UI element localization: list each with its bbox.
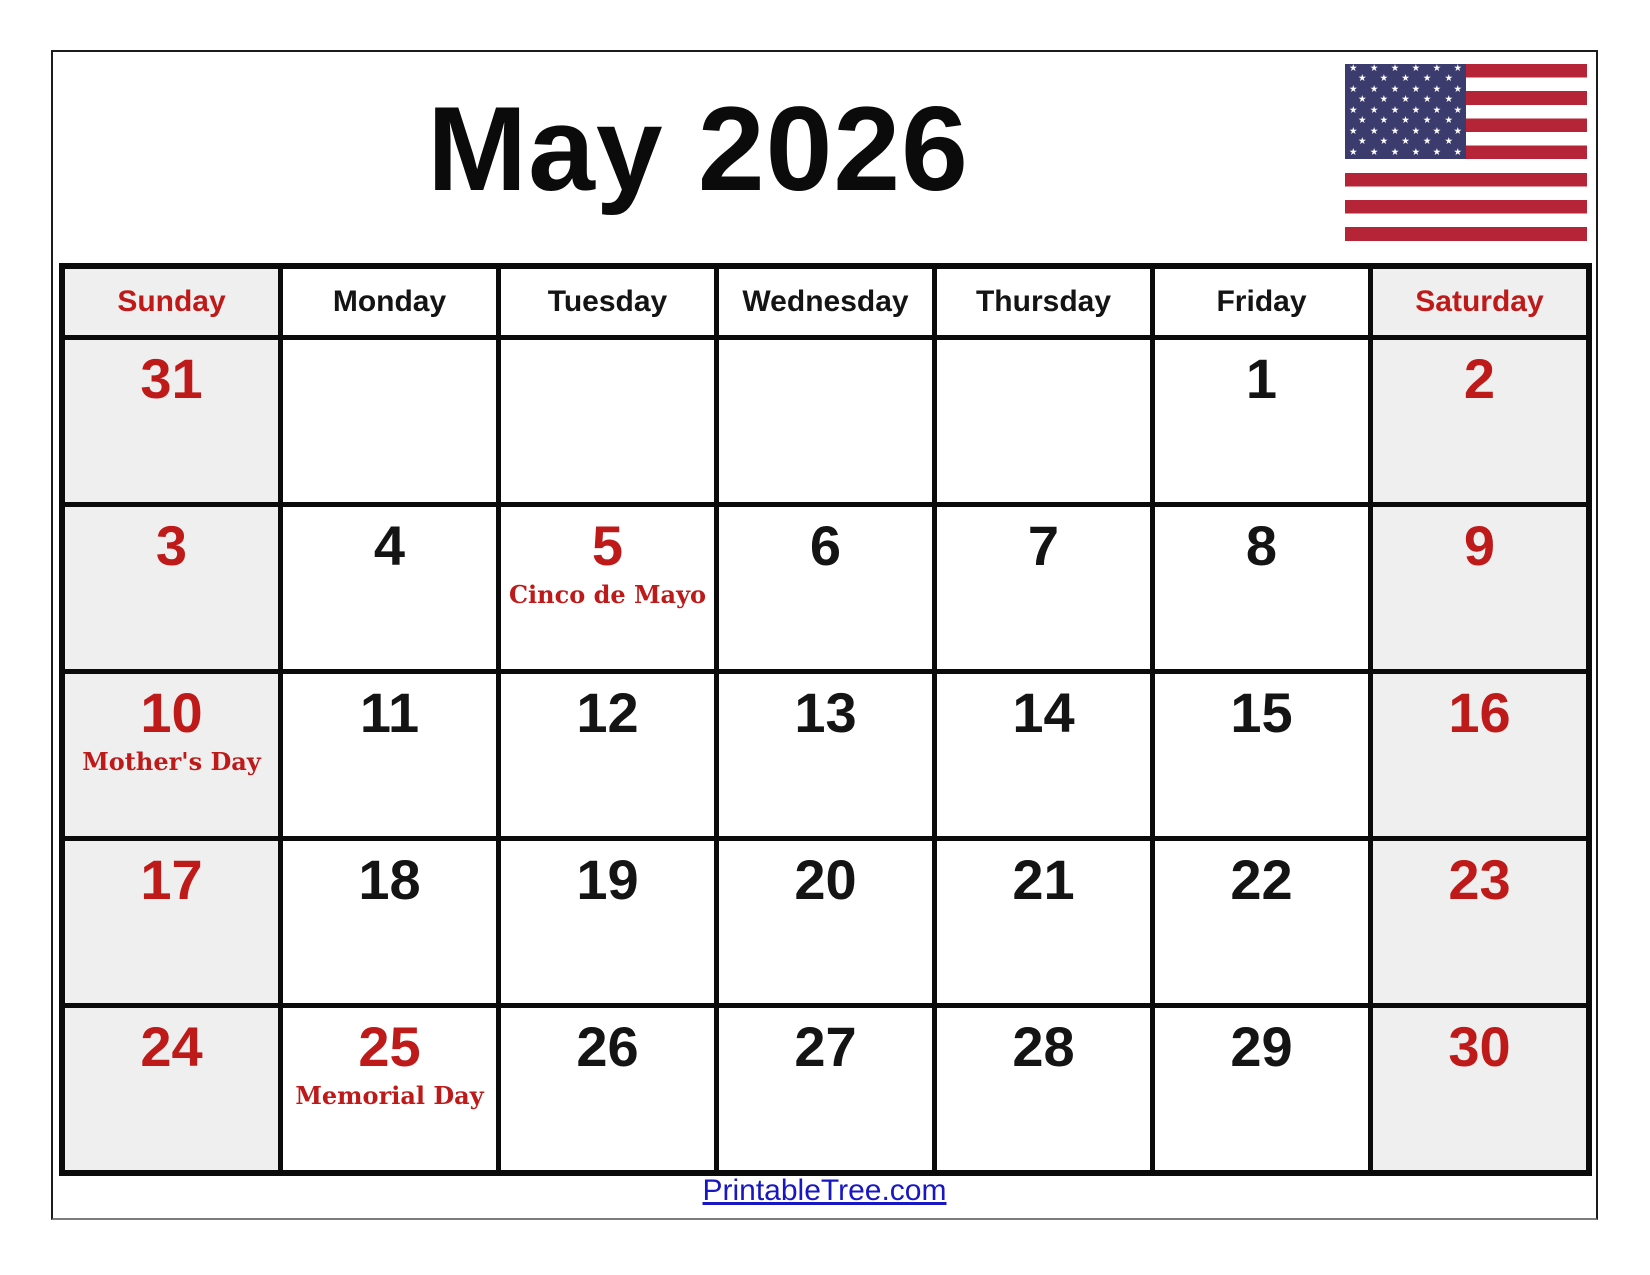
day-cell-empty [283, 340, 496, 502]
date-number: 21 [1012, 848, 1075, 911]
flag-star-row: ★ ★ ★ ★ ★ ★ [1349, 104, 1462, 116]
date-number: 28 [1012, 1015, 1075, 1078]
flag-star-row: ★ ★ ★ ★ ★ [1358, 73, 1453, 85]
weekday-header-wednesday: Wednesday [719, 269, 932, 335]
date-number: 11 [359, 681, 420, 744]
printabletree-link[interactable]: PrintableTree.com [702, 1174, 947, 1207]
date-number: 29 [1230, 1015, 1293, 1078]
day-cell-26 [501, 1008, 714, 1170]
date-number: 16 [1448, 681, 1511, 744]
day-cell-20 [719, 841, 932, 1003]
weekday-header-friday: Friday [1155, 269, 1368, 335]
date-number: 24 [140, 1015, 203, 1078]
date-number: 17 [140, 848, 203, 911]
day-cell-11 [283, 674, 496, 836]
day-cell-empty [501, 340, 714, 502]
holiday-label: Mother's Day [82, 746, 261, 776]
day-cell-6 [719, 507, 932, 669]
date-number: 23 [1448, 848, 1511, 911]
calendar-grid [59, 263, 1592, 1176]
day-cell-8 [1155, 507, 1368, 669]
flag-star-row: ★ ★ ★ ★ ★ [1358, 115, 1453, 127]
weekday-header-thursday: Thursday [937, 269, 1150, 335]
date-number: 22 [1230, 848, 1293, 911]
date-number: 30 [1448, 1015, 1511, 1078]
date-number: 2 [1463, 347, 1496, 410]
weekday-header-tuesday: Tuesday [501, 269, 714, 335]
day-cell-10 [65, 674, 278, 836]
day-cell-9 [1373, 507, 1586, 669]
day-cell-3 [65, 507, 278, 669]
day-cell-29 [1155, 1008, 1368, 1170]
day-cell-31 [65, 340, 278, 502]
day-cell-21 [937, 841, 1150, 1003]
date-number: 4 [373, 514, 406, 577]
us-flag-canton [1345, 64, 1466, 159]
day-cell-13 [719, 674, 932, 836]
page-title: May 2026 [427, 82, 969, 216]
date-number: 19 [576, 848, 639, 911]
day-cell-25 [283, 1008, 496, 1170]
day-cell-22 [1155, 841, 1368, 1003]
flag-star-row: ★ ★ ★ ★ ★ [1358, 136, 1453, 148]
weekday-header-saturday: Saturday [1373, 269, 1586, 335]
date-number: 25 [358, 1015, 421, 1078]
date-number: 6 [809, 514, 842, 577]
flag-star-row: ★ ★ ★ ★ ★ ★ [1349, 62, 1462, 74]
date-number: 20 [794, 848, 857, 911]
day-cell-empty [937, 340, 1150, 502]
day-cell-17 [65, 841, 278, 1003]
day-cell-28 [937, 1008, 1150, 1170]
calendar-page [51, 50, 1598, 1220]
date-number: 10 [140, 681, 203, 744]
flag-star-row: ★ ★ ★ ★ ★ [1358, 94, 1453, 106]
date-number: 7 [1027, 514, 1060, 577]
date-number: 31 [140, 347, 203, 410]
date-number: 3 [155, 514, 188, 577]
date-number: 13 [794, 681, 857, 744]
date-number: 14 [1012, 681, 1075, 744]
flag-star-row: ★ ★ ★ ★ ★ ★ [1349, 125, 1462, 137]
holiday-label: Memorial Day [295, 1080, 484, 1110]
day-cell-30 [1373, 1008, 1586, 1170]
day-cell-empty [719, 340, 932, 502]
day-cell-19 [501, 841, 714, 1003]
day-cell-16 [1373, 674, 1586, 836]
day-cell-1 [1155, 340, 1368, 502]
date-number: 15 [1230, 681, 1293, 744]
weekday-header-monday: Monday [283, 269, 496, 335]
day-cell-12 [501, 674, 714, 836]
footer [53, 1174, 1596, 1208]
date-number: 18 [358, 848, 421, 911]
date-number: 1 [1245, 347, 1278, 410]
day-cell-14 [937, 674, 1150, 836]
date-number: 27 [794, 1015, 857, 1078]
day-cell-27 [719, 1008, 932, 1170]
flag-star-row: ★ ★ ★ ★ ★ ★ [1349, 83, 1462, 95]
day-cell-18 [283, 841, 496, 1003]
date-number: 12 [576, 681, 639, 744]
flag-star-row: ★ ★ ★ ★ ★ ★ [1349, 146, 1462, 158]
day-cell-7 [937, 507, 1150, 669]
day-cell-2 [1373, 340, 1586, 502]
date-number: 9 [1463, 514, 1496, 577]
holiday-label: Cinco de Mayo [508, 579, 707, 609]
day-cell-23 [1373, 841, 1586, 1003]
us-flag-icon [1345, 64, 1587, 241]
date-number: 5 [591, 514, 624, 577]
date-number: 8 [1245, 514, 1278, 577]
day-cell-15 [1155, 674, 1368, 836]
day-cell-4 [283, 507, 496, 669]
day-cell-5 [501, 507, 714, 669]
date-number: 26 [576, 1015, 639, 1078]
day-cell-24 [65, 1008, 278, 1170]
weekday-header-sunday: Sunday [65, 269, 278, 335]
